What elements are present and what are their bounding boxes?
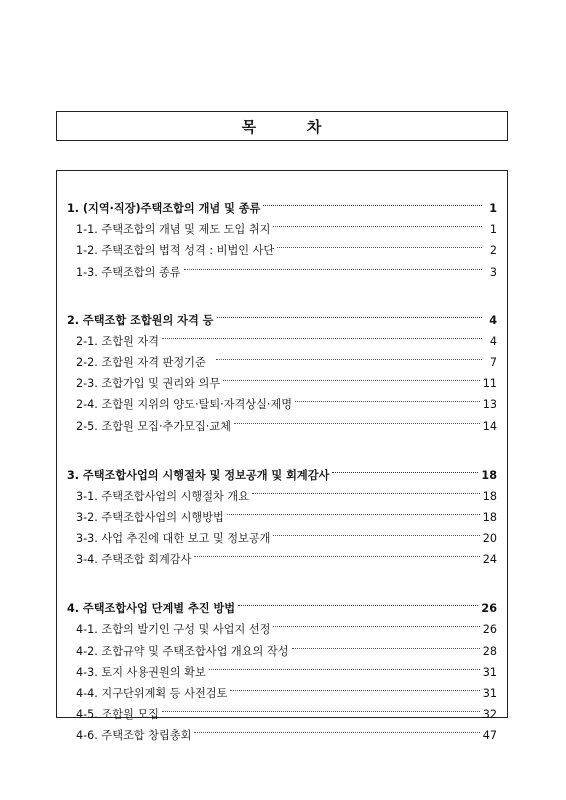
toc-item-label: 3-4. 주택조합 회계감사 — [76, 553, 192, 567]
toc-page-number: 1 — [489, 202, 497, 215]
toc-page-number: 28 — [482, 644, 497, 658]
toc-item-label: 4-1. 조합의 발기인 구성 및 사업지 선정 — [76, 623, 271, 637]
toc-page-number: 26 — [481, 602, 497, 616]
toc-section-4 — [67, 590, 497, 743]
toc-heading-label: 1. (지역·직장)주택조합의 개념 및 종류 — [67, 202, 261, 215]
toc-page-number: 18 — [482, 489, 497, 503]
toc-section-3 — [67, 457, 497, 567]
toc-page-number: 7 — [489, 355, 497, 369]
dot-leader — [263, 190, 482, 212]
dot-leader — [234, 408, 480, 429]
toc-item-label: 4-4. 지구단위계획 등 사전검토 — [76, 687, 228, 700]
toc-item-label: 1-1. 주택조합의 개념 및 제도 도입 취지 — [76, 223, 271, 237]
dot-leader — [194, 718, 479, 739]
toc-section-1 — [67, 190, 497, 279]
dot-leader — [292, 633, 480, 654]
toc-page-number: 31 — [482, 687, 497, 700]
toc-page-number: 24 — [482, 553, 497, 567]
dot-leader — [194, 542, 479, 563]
toc-item-label: 1-3. 주택조합의 종류 — [76, 265, 181, 279]
toc-page-number: 13 — [482, 398, 497, 412]
toc-item-label: 3-3. 사업 추진에 대한 보고 및 정보공개 — [76, 532, 271, 546]
toc-item-label: 2-3. 조합가입 및 권리와 의무 — [76, 377, 221, 391]
toc-heading-label: 4. 주택조합사업 단계별 추진 방법 — [67, 602, 236, 616]
toc-page-number: 11 — [482, 377, 497, 391]
toc-page-number: 1 — [489, 223, 497, 237]
toc-heading-1[interactable] — [67, 190, 497, 215]
toc-item-label: 2-2. 조합원 자격 판정기준 — [76, 355, 206, 369]
toc-heading-3[interactable] — [67, 457, 497, 482]
toc-page-number: 47 — [482, 729, 497, 743]
toc-page-number: 26 — [482, 623, 497, 637]
toc-page-number: 18 — [482, 510, 497, 524]
toc-title: 목 차 — [241, 117, 323, 136]
toc-item-label: 4-6. 주택조합 창립총회 — [76, 729, 192, 743]
dot-leader — [162, 324, 482, 345]
toc-item-label: 4-3. 토지 사용권원의 확보 — [76, 665, 206, 679]
dot-leader — [295, 387, 480, 408]
toc-title-box — [56, 111, 508, 141]
dot-leader — [209, 655, 480, 676]
dot-leader — [273, 212, 482, 233]
toc-page-number: 3 — [489, 265, 497, 279]
dot-leader — [332, 457, 478, 479]
toc-item-label: 3-1. 주택조합사업의 시행절차 개요 — [76, 489, 249, 503]
toc-item-label: 4-2. 조합규약 및 주택조합사업 개요의 작성 — [76, 644, 289, 658]
toc-item-label: 2-1. 조합원 자격 — [76, 334, 159, 348]
dot-leader — [216, 345, 482, 366]
toc-item-label: 4-5. 조합원 모집 — [76, 708, 159, 722]
toc-item-label: 2-4. 조합원 지위의 양도·탈퇴·자격상실·제명 — [76, 398, 293, 412]
dot-leader — [227, 500, 480, 521]
toc-page-number: 4 — [489, 313, 497, 327]
toc-heading-label: 3. 주택조합사업의 시행절차 및 정보공개 및 회계감사 — [67, 468, 330, 482]
dot-leader — [217, 302, 483, 324]
toc-page-number: 14 — [482, 419, 497, 433]
toc-page-number: 2 — [489, 244, 497, 258]
toc-page-number: 32 — [482, 708, 497, 722]
dot-leader — [223, 366, 480, 387]
toc-page-number: 18 — [481, 468, 497, 482]
toc-section-2 — [67, 302, 497, 433]
dot-leader — [230, 676, 479, 697]
toc-list — [56, 170, 508, 743]
dot-leader — [273, 612, 479, 633]
toc-page-number: 20 — [482, 532, 497, 546]
toc-item-label: 3-2. 주택조합사업의 시행방법 — [76, 510, 224, 524]
dot-leader — [252, 479, 480, 500]
dot-leader — [238, 590, 478, 612]
toc-heading-label: 2. 주택조합 조합원의 자격 등 — [67, 313, 214, 327]
toc-item-label: 1-2. 주택조합의 법적 성격 : 비법인 사단 — [76, 244, 275, 258]
toc-page-number: 31 — [482, 665, 497, 679]
toc-item-label: 2-5. 조합원 모집·추가모집·교체 — [76, 419, 231, 433]
toc-heading-4[interactable] — [67, 590, 497, 616]
dot-leader — [277, 233, 482, 254]
dot-leader — [162, 697, 480, 718]
toc-page-number: 4 — [489, 334, 497, 348]
dot-leader — [273, 521, 479, 542]
dot-leader — [184, 254, 482, 275]
toc-heading-2[interactable] — [67, 302, 497, 327]
